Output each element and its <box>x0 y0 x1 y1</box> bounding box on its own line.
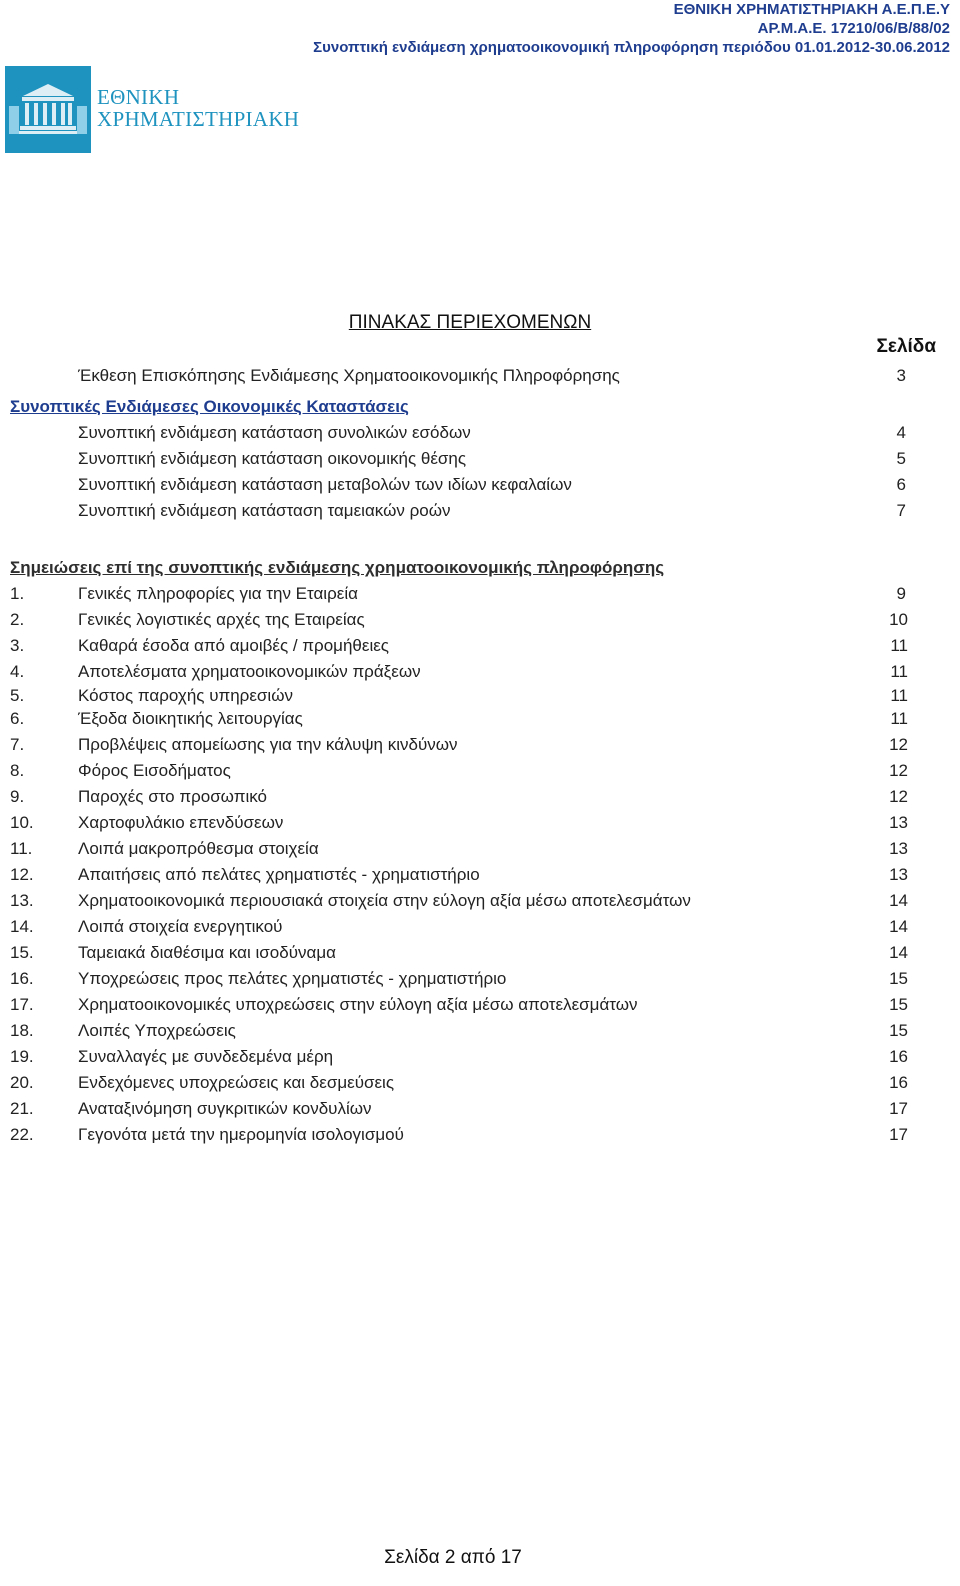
toc-entry-page: 11 <box>890 709 908 728</box>
toc-entry-note[interactable] <box>0 787 960 811</box>
toc-entry-note[interactable] <box>0 636 960 660</box>
toc-entry-number: 18. <box>10 1021 34 1040</box>
toc-entry-number: 9. <box>10 787 25 806</box>
toc-entry-page: 12 <box>889 761 908 780</box>
toc-entry-note[interactable] <box>0 969 960 993</box>
toc-entry-number: 2. <box>10 610 25 629</box>
toc-entry-number: 16. <box>10 969 34 988</box>
toc-entry-statement[interactable] <box>0 423 960 447</box>
toc-entry-statement[interactable] <box>0 501 960 525</box>
toc-entry-page: 16 <box>889 1073 908 1092</box>
toc-entry-page: 14 <box>889 891 908 910</box>
page-number-footer: Σελίδα 2 από 17 <box>384 1547 522 1568</box>
toc-entry-page: 14 <box>889 943 908 962</box>
toc-entry-title: Συνοπτική ενδιάμεση κατάσταση συνολικών εσόδων <box>78 423 471 442</box>
toc-entry-title: Καθαρά έσοδα από αμοιβές / προμήθειες <box>78 636 389 655</box>
toc-entry-page: 10 <box>889 610 908 629</box>
toc-entry-number: 11. <box>10 839 33 858</box>
toc-entry-page: 11 <box>890 686 908 705</box>
toc-entry-note[interactable] <box>0 865 960 889</box>
toc-entry-title: Λοιπά μακροπρόθεσμα στοιχεία <box>78 839 319 858</box>
toc-entry-number: 3. <box>10 636 25 655</box>
toc-entry-page: 15 <box>889 1021 908 1040</box>
toc-entry-note[interactable] <box>0 584 960 608</box>
toc-entry-note[interactable] <box>0 709 960 733</box>
toc-entry-number: 1. <box>10 584 25 603</box>
toc-entry-note[interactable] <box>0 1125 960 1149</box>
registry-number: ΑΡ.Μ.Α.Ε. 17210/06/Β/88/02 <box>757 20 950 37</box>
toc-entry-title: Κόστος παροχής υπηρεσιών <box>78 686 293 705</box>
toc-entry-title: Προβλέψεις απομείωσης για την κάλυψη κινδύνων <box>78 735 458 754</box>
toc-entry-title: Παροχές στο προσωπικό <box>78 787 267 806</box>
toc-entry-title: Συναλλαγές με συνδεδεμένα μέρη <box>78 1047 334 1066</box>
toc-entry-page: 12 <box>889 735 908 754</box>
toc-entry-number: 15. <box>10 943 34 962</box>
toc-entry-page: 3 <box>896 366 906 385</box>
toc-entry-note[interactable] <box>0 662 960 686</box>
toc-entry-number: 12. <box>10 865 34 884</box>
toc-entry-number: 22. <box>10 1125 34 1144</box>
toc-entry-title: Γενικές πληροφορίες για την Εταιρεία <box>78 584 358 603</box>
toc-entry-page: 11 <box>890 636 908 655</box>
toc-entry-number: 4. <box>10 662 25 681</box>
toc-entry-page: 13 <box>889 813 908 832</box>
toc-entry-title: Συνοπτική ενδιάμεση κατάσταση μεταβολών των ιδίων κεφαλαίων <box>78 475 572 494</box>
toc-entry-page: 16 <box>889 1047 908 1066</box>
toc-entry-title: Λοιπά στοιχεία ενεργητικού <box>78 917 283 936</box>
toc-entry-number: 8. <box>10 761 25 780</box>
toc-entry-page: 9 <box>896 584 906 603</box>
toc-entry-number: 5. <box>10 686 25 705</box>
toc-entry-number: 21. <box>10 1099 34 1118</box>
toc-entry-title: Γενικές λογιστικές αρχές της Εταιρείας <box>78 610 365 629</box>
toc-entry-number: 7. <box>10 735 25 754</box>
toc-entry-title: Αποτελέσματα χρηματοοικονομικών πράξεων <box>78 662 421 681</box>
toc-entry-page: 5 <box>896 449 906 468</box>
toc-entry-title: Χρηματοοικονομικά περιουσιακά στοιχεία στην εύλογη αξία μέσω αποτελεσμάτων <box>78 891 691 910</box>
toc-entry-number: 6. <box>10 709 25 728</box>
toc-entry-number: 14. <box>10 917 34 936</box>
toc-entry-overview[interactable] <box>0 366 960 390</box>
toc-entry-title: Φόρος Εισοδήματος <box>78 761 231 780</box>
logo-building-icon <box>5 66 91 153</box>
logo-line-2: ΧΡΗΜΑΤΙΣΤΗΡΙΑΚΗ <box>97 107 300 131</box>
toc-entry-note[interactable] <box>0 1073 960 1097</box>
toc-entry-page: 17 <box>889 1125 908 1144</box>
toc-entry-title: Αναταξινόμηση συγκριτικών κονδυλίων <box>78 1099 372 1118</box>
toc-entry-note[interactable] <box>0 917 960 941</box>
toc-entry-page: 12 <box>889 787 908 806</box>
toc-entry-page: 15 <box>889 969 908 988</box>
toc-entry-page: 13 <box>889 865 908 884</box>
toc-entry-number: 20. <box>10 1073 34 1092</box>
toc-entry-note[interactable] <box>0 686 960 710</box>
toc-entry-note[interactable] <box>0 735 960 759</box>
toc-entry-title: Συνοπτική ενδιάμεση κατάσταση ταμειακών ροών <box>78 501 451 520</box>
toc-entry-title: Χρηματοοικονομικές υποχρεώσεις στην εύλογη αξία μέσω αποτελεσμάτων <box>78 995 638 1014</box>
toc-entry-title: Έξοδα διοικητικής λειτουργίας <box>78 709 303 728</box>
toc-entry-number: 10. <box>10 813 34 832</box>
toc-entry-title: Ενδεχόμενες υποχρεώσεις και δεσμεύσεις <box>78 1073 395 1092</box>
toc-entry-page: 15 <box>889 995 908 1014</box>
toc-entry-page: 14 <box>889 917 908 936</box>
toc-entry-number: 13. <box>10 891 34 910</box>
toc-entry-note[interactable] <box>0 943 960 967</box>
toc-entry-number: 19. <box>10 1047 34 1066</box>
toc-entry-title: Συνοπτική ενδιάμεση κατάσταση οικονομικής θέσης <box>78 449 467 468</box>
toc-entry-page: 13 <box>889 839 908 858</box>
toc-entry-page: 7 <box>896 501 906 520</box>
company-name: ΕΘΝΙΚΗ ΧΡΗΜΑΤΙΣΤΗΡΙΑΚΗ Α.Ε.Π.Ε.Υ <box>673 1 950 18</box>
toc-entry-title: Έκθεση Επισκόπησης Ενδιάμεσης Χρηματοοικονομικής Πληροφόρησης <box>78 366 620 385</box>
toc-entry-title: Χαρτοφυλάκιο επενδύσεων <box>78 813 284 832</box>
toc-entry-note[interactable] <box>0 813 960 837</box>
toc-entry-page: 17 <box>889 1099 908 1118</box>
toc-entry-page: 11 <box>890 662 908 681</box>
toc-entry-page: 4 <box>896 423 906 442</box>
page-column-header: Σελίδα <box>876 336 936 357</box>
toc-entry-note[interactable] <box>0 995 960 1019</box>
toc-entry-title: Υποχρεώσεις προς πελάτες χρηματιστές - χρηματιστήριο <box>78 969 507 988</box>
toc-entry-note[interactable] <box>0 891 960 915</box>
toc-entry-title: Λοιπές Υποχρεώσεις <box>78 1021 236 1040</box>
toc-entry-number: 17. <box>10 995 34 1014</box>
toc-entry-note[interactable] <box>0 1021 960 1045</box>
toc-title: ΠΙΝΑΚΑΣ ΠΕΡΙΕΧΟΜΕΝΩΝ <box>348 312 592 333</box>
toc-entry-page: 6 <box>896 475 906 494</box>
toc-entry-title: Απαιτήσεις από πελάτες χρηματιστές - χρηματιστήριο <box>78 865 480 884</box>
toc-entry-note[interactable] <box>0 610 960 634</box>
document-header <box>313 0 950 57</box>
toc-entry-statement[interactable] <box>0 475 960 499</box>
statements-section-heading[interactable]: Συνοπτικές Ενδιάμεσες Οικονομικές Καταστάσεις <box>10 397 409 416</box>
logo-wordmark <box>97 86 299 130</box>
toc-entry-statement[interactable] <box>0 449 960 473</box>
toc-entry-title: Γεγονότα μετά την ημερομηνία ισολογισμού <box>78 1125 404 1144</box>
report-period: Συνοπτική ενδιάμεση χρηματοοικονομική πληροφόρηση περιόδου 01.01.2012-30.06.2012 <box>313 39 950 56</box>
toc-entry-note[interactable] <box>0 1099 960 1123</box>
toc-entry-note[interactable] <box>0 761 960 785</box>
logo-line-1: ΕΘΝΙΚΗ <box>97 85 180 109</box>
toc-entry-title: Ταμειακά διαθέσιμα και ισοδύναμα <box>78 943 336 962</box>
toc-entry-note[interactable] <box>0 1047 960 1071</box>
toc-entry-note[interactable] <box>0 839 960 863</box>
company-logo <box>5 66 311 153</box>
notes-section-heading[interactable]: Σημειώσεις επί της συνοπτικής ενδιάμεσης χρηματοοικονομικής πληροφόρησης <box>10 558 665 577</box>
